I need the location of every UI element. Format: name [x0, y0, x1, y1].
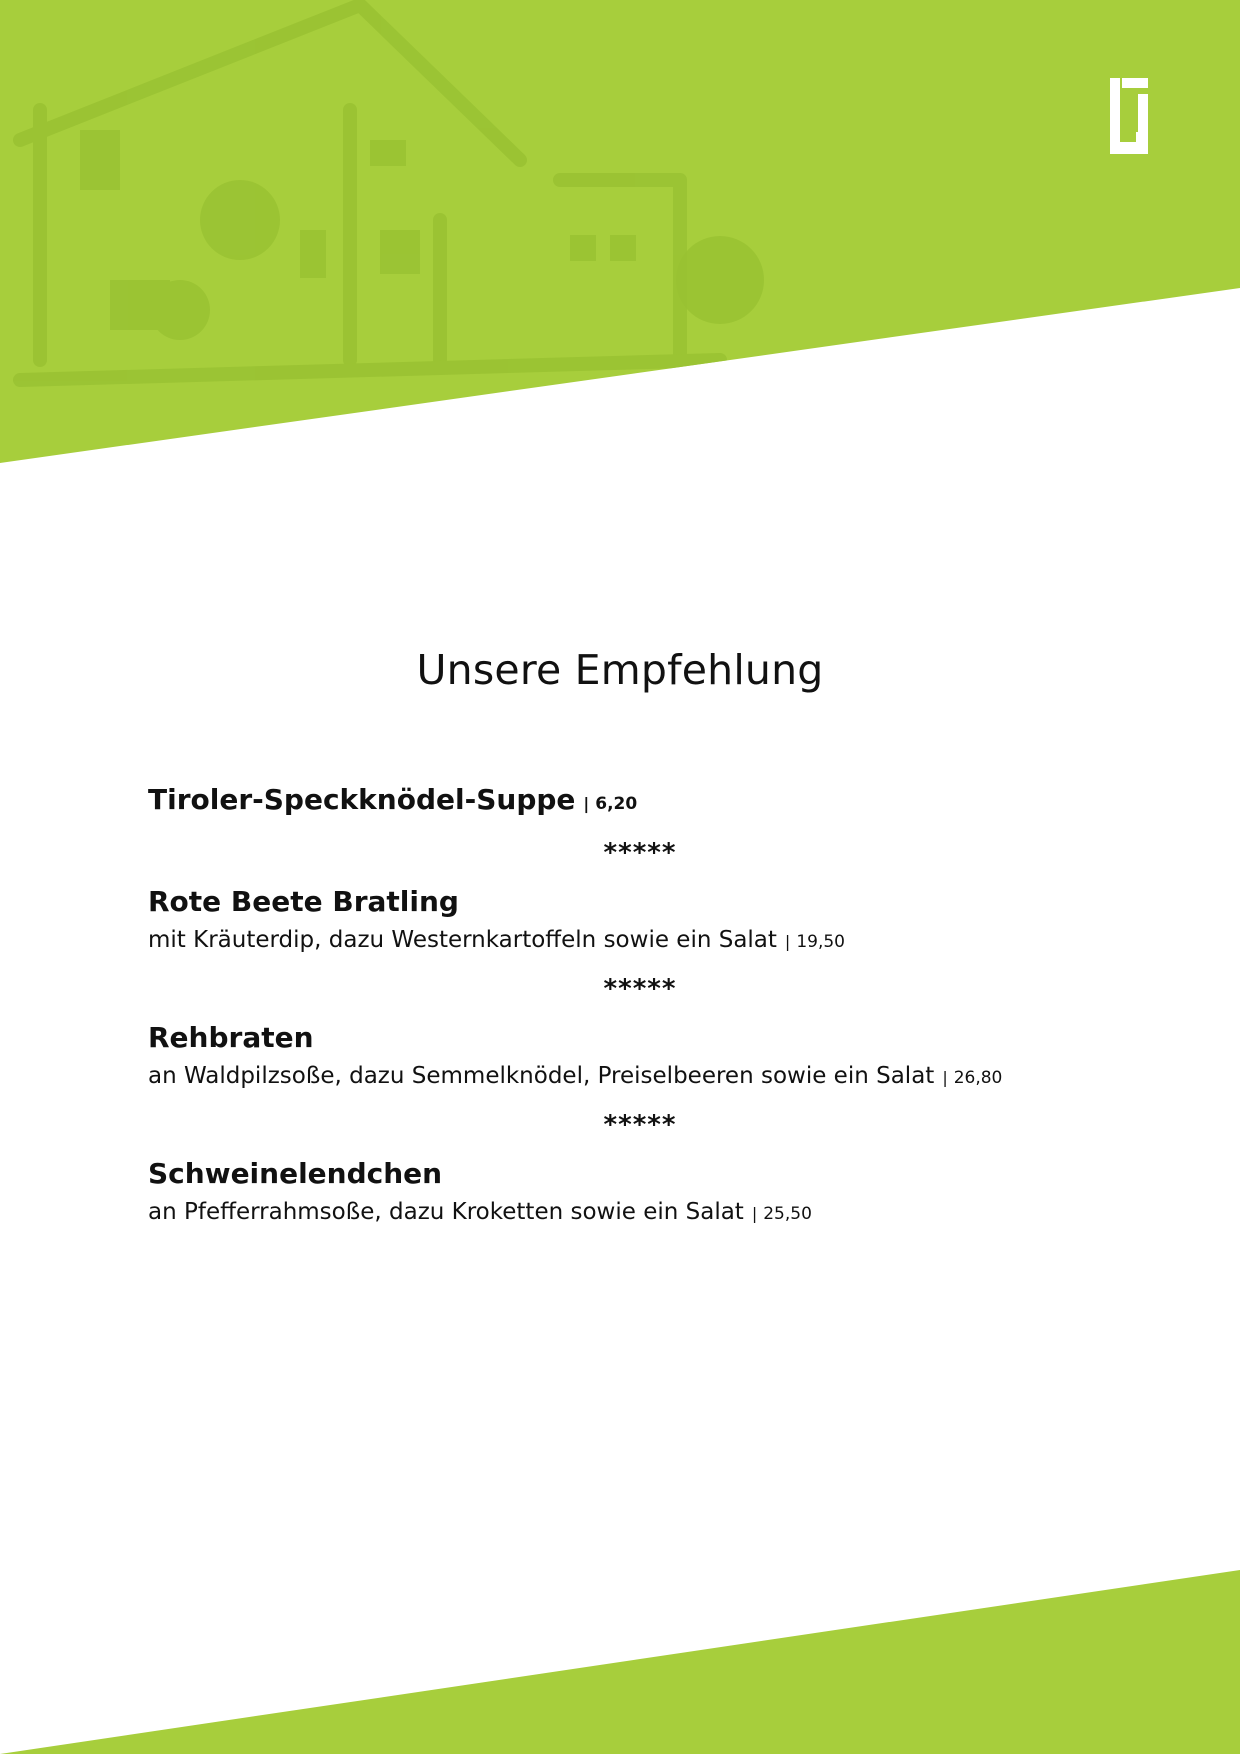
house-sketch-illustration — [0, 0, 820, 470]
dish-price: 19,50 — [796, 932, 845, 952]
dish-name: Schweinelendchen — [148, 1157, 443, 1190]
dish-item — [148, 1018, 1108, 1096]
dish-price: 26,80 — [953, 1068, 1003, 1088]
dish-item — [148, 1154, 1108, 1232]
dish-description: mit Kräuterdip, dazu Westernkartoffeln sowie ein Salat — [148, 927, 777, 953]
price-separator: | — [583, 794, 590, 813]
dish-description: an Waldpilzsoße, dazu Semmelknödel, Preiselbeeren sowie ein Salat — [148, 1063, 935, 1089]
price-separator: | — [751, 1204, 758, 1223]
footer-band — [0, 1570, 1240, 1754]
dish-price: 25,50 — [763, 1204, 812, 1224]
stars-separator: ***** — [603, 1110, 677, 1140]
dish-name: Rehbraten — [148, 1021, 314, 1054]
dish-name: Tiroler-Speckknödel-Suppe — [148, 783, 576, 816]
dish-price: 6,20 — [595, 794, 638, 814]
price-separator: | — [784, 932, 791, 951]
header-band — [0, 0, 1240, 470]
bracket-logo-icon — [1110, 78, 1148, 154]
price-separator: | — [942, 1068, 948, 1087]
dish-item — [148, 882, 1108, 960]
menu-list — [148, 780, 1108, 1232]
dish-item — [148, 780, 1108, 824]
page-title: Unsere Empfehlung — [416, 646, 824, 694]
dish-name: Rote Beete Bratling — [148, 885, 459, 918]
dish-description: an Pfefferrahmsoße, dazu Kroketten sowie ein Salat — [148, 1199, 744, 1225]
stars-separator: ***** — [603, 838, 677, 868]
stars-separator: ***** — [603, 974, 677, 1004]
